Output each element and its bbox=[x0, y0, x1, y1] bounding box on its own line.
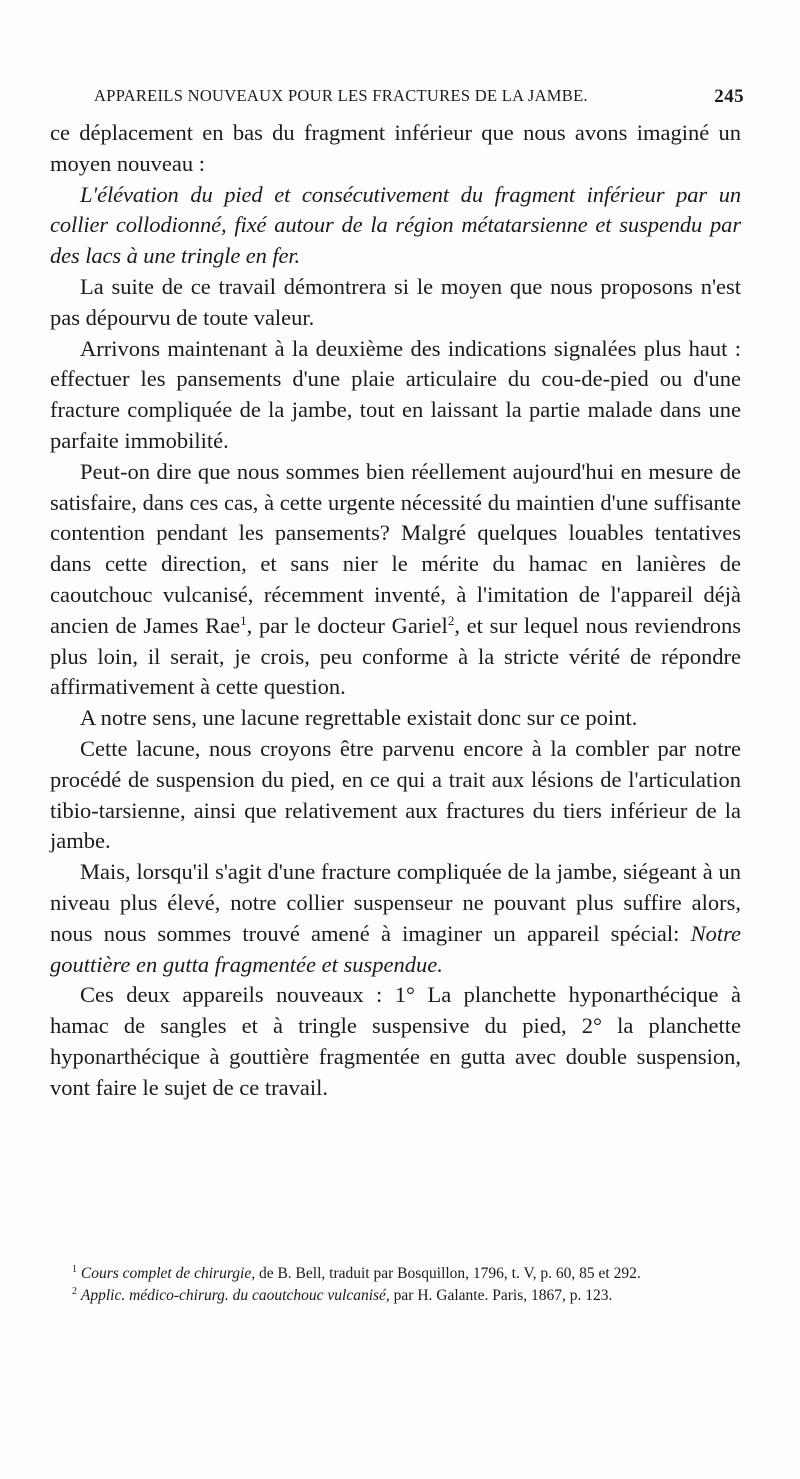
page-number: 245 bbox=[714, 86, 744, 107]
paragraph-6: A notre sens, une lacune regrettable existait donc sur ce point. bbox=[80, 705, 638, 731]
paragraph-5-text-b: , par le docteur Gariel bbox=[246, 612, 448, 638]
running-head-title: APPAREILS NOUVEAUX POUR LES FRACTURES DE LA JAMBE. bbox=[94, 86, 588, 105]
paragraph-8-text: Mais, lorsqu'il s'agit d'une fracture compliquée de la jambe, siégeant à un niveau plus élevé, notre collier suspenseur ne pouvant plus suffire alors, nous nous sommes trouvé amené à imaginer un appareil spécial: bbox=[50, 859, 741, 946]
paragraph-5-text-c: , et sur lequel nous reviendrons plus loin, il serait, je crois, peu conforme à la stricte vérité de répondre affirmativement à cette question. bbox=[50, 612, 742, 700]
paragraph-9: Ces deux appareils nouveaux : 1° La planchette hyponarthécique à hamac de sangles et à tringle suspensive du pied, 2° la planchette hyponarthécique à gouttière fragmentée en gutta avec double suspension, vont faire le sujet de ce travail. bbox=[50, 982, 741, 1100]
paragraph-5-text-a: Peut-on dire que nous sommes bien réellement aujourd'hui en mesure de satisfaire, dans ces cas, à cette urgente nécessité du maintien d'une suffisante contention pendant les pansements? Malgré quelques louables tentatives dans cette direction, et sans nier le mérite du hamac en lanières de caoutchouc vulcanisé, récemment inventé, à l'imitation de l'appareil déjà ancien de James Rae bbox=[50, 458, 741, 638]
footnote-1-text: de B. Bell, traduit par Bosquillon, 1796, t. V, p. 60, 85 et 292. bbox=[255, 1265, 641, 1282]
paragraph-7: Cette lacune, nous croyons être parvenu encore à la combler par notre procédé de suspension du pied, en ce qui a trait aux lésions de l'articulation tibio-tarsienne, ainsi que relativement aux fractures du tiers inférieur de la jambe. bbox=[50, 735, 741, 854]
body-text bbox=[50, 118, 741, 1104]
footnotes bbox=[50, 1263, 741, 1307]
paragraph-3: La suite de ce travail démontrera si le moyen que nous proposons n'est pas dépourvu de toute valeur. bbox=[50, 273, 741, 330]
footnote-1 bbox=[50, 1263, 741, 1285]
paragraph-5 bbox=[50, 457, 741, 703]
footnote-1-title: Cours complet de chirurgie, bbox=[80, 1265, 256, 1282]
footnote-2 bbox=[50, 1285, 741, 1307]
paragraph-4: Arrivons maintenant à la deuxième des indications signalées plus haut : effectuer les pansements d'une plaie articulaire du cou-de-pied ou d'une fracture compliquée de la jambe, tout en laissant la partie malade dans une parfaite immobilité. bbox=[50, 335, 741, 453]
paragraph-2-italic-statement: L'élévation du pied et consécutivement du fragment inférieur par un collier collodionné, fixé autour de la région métatarsienne et suspendu par des lacs à une tringle en fer. bbox=[50, 181, 741, 269]
paragraph-1: ce déplacement en bas du fragment inférieur que nous avons imaginé un moyen nouveau : bbox=[50, 120, 741, 176]
running-head bbox=[94, 86, 744, 112]
footnote-2-mark: 2 bbox=[72, 1286, 77, 1297]
footnote-ref-1: 1 bbox=[240, 612, 247, 628]
footnote-ref-2: 2 bbox=[447, 612, 455, 628]
paragraph-8 bbox=[50, 857, 741, 980]
footnote-2-text: par H. Galante. Paris, 1867, p. 123. bbox=[389, 1287, 613, 1304]
paragraph-8-italic-title: Notre gouttière en gutta fragmentée et suspendue. bbox=[50, 920, 741, 977]
footnote-2-title: Applic. médico-chirurg. du caoutchouc vulcanisé, bbox=[80, 1287, 390, 1304]
footnote-1-mark: 1 bbox=[72, 1264, 77, 1275]
